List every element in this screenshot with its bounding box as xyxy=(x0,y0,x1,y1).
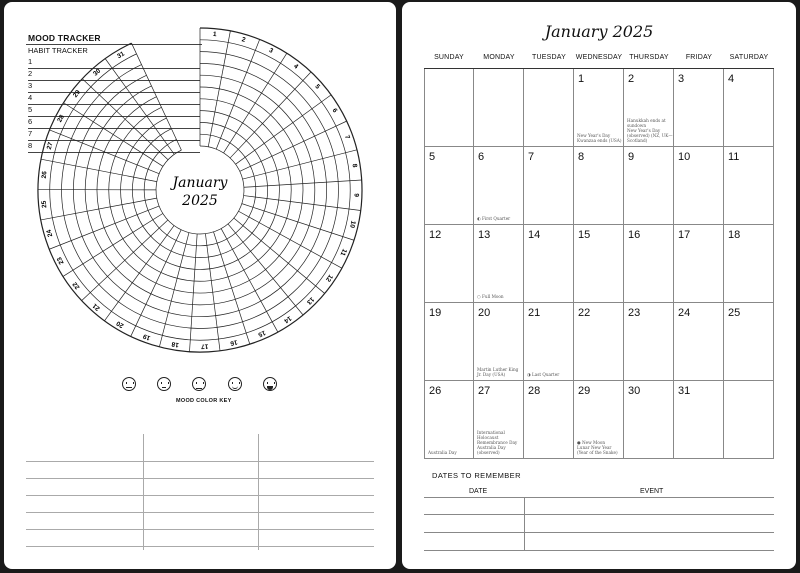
wheel-day-label: 30 xyxy=(92,67,103,78)
habit-row-2[interactable]: 2 xyxy=(28,68,200,81)
day-notes: ◐ First Quarter xyxy=(477,216,511,221)
wheel-day-label: 6 xyxy=(330,107,339,114)
calendar-day-cell[interactable] xyxy=(624,69,674,147)
wheel-day-label: 1 xyxy=(212,30,217,39)
habit-row-8[interactable]: 8 xyxy=(28,140,200,153)
wheel-divider xyxy=(63,103,162,167)
wheel-day-label: 4 xyxy=(292,62,300,71)
weekday-saturday: SATURDAY xyxy=(729,54,769,61)
wheel-divider xyxy=(221,229,278,332)
neutral-face-icon[interactable] xyxy=(192,377,206,391)
weekday-sunday: SUNDAY xyxy=(434,54,464,61)
wheel-divider xyxy=(244,196,361,211)
wheel-divider xyxy=(104,226,174,321)
day-number: 28 xyxy=(528,385,541,397)
wheel-divider xyxy=(131,230,181,337)
wheel-day-label: 7 xyxy=(343,134,351,141)
day-number: 26 xyxy=(429,385,442,397)
wheel-day-label: 10 xyxy=(348,219,357,229)
calendar-day-cell[interactable] xyxy=(624,147,674,225)
wheel-divider xyxy=(159,233,189,347)
weekday-monday: MONDAY xyxy=(483,54,515,61)
wheel-day-label: 29 xyxy=(71,88,82,99)
habit-row-1[interactable]: 1 xyxy=(28,56,200,69)
dates-row-line xyxy=(424,497,774,498)
wheel-divider xyxy=(224,53,287,153)
calendar-day-cell[interactable] xyxy=(674,147,724,225)
calendar-day-cell[interactable] xyxy=(574,381,624,459)
day-number: 31 xyxy=(678,385,691,397)
dates-column-divider xyxy=(524,497,525,551)
dates-row-line[interactable] xyxy=(424,514,774,515)
day-number: 9 xyxy=(628,151,635,163)
weekday-friday: FRIDAY xyxy=(685,54,713,61)
habit-tracker-title: HABIT TRACKER xyxy=(28,46,88,55)
day-notes: Hanukkah ends at sundown New Year's Day (observed) (NZ, UK—Scotland) xyxy=(627,118,673,143)
day-number: 21 xyxy=(528,307,541,319)
calendar-day-cell[interactable] xyxy=(624,381,674,459)
day-number: 20 xyxy=(478,307,491,319)
calendar-day-cell[interactable] xyxy=(574,303,624,381)
day-number: 6 xyxy=(478,151,485,163)
calendar-day-cell[interactable] xyxy=(624,303,674,381)
wheel-divider xyxy=(234,218,325,293)
calendar-day-cell[interactable] xyxy=(424,69,474,147)
calendar-day-cell[interactable] xyxy=(424,381,474,459)
wheel-day-label: 14 xyxy=(282,314,293,325)
mood-habit-wheel xyxy=(4,2,396,374)
calendar-day-cell[interactable] xyxy=(524,147,574,225)
wheel-divider xyxy=(49,206,159,249)
wheel-divider xyxy=(50,130,160,174)
calendar-day-cell[interactable] xyxy=(724,381,774,459)
wheel-divider xyxy=(240,121,347,171)
wheel-divider xyxy=(243,150,357,179)
calendar-day-cell[interactable] xyxy=(424,147,474,225)
calendar-day-cell[interactable] xyxy=(474,225,524,303)
calendar-day-cell[interactable] xyxy=(524,69,574,147)
wheel-divider xyxy=(205,234,220,351)
wheel-day-label: 24 xyxy=(45,228,55,238)
wheel-divider xyxy=(105,59,174,155)
day-notes: New Year's Day Kwanzaa ends (USA) xyxy=(577,133,622,143)
day-number: 2 xyxy=(628,73,635,85)
wheel-day-label: 23 xyxy=(55,255,66,266)
wheel-day-label: 22 xyxy=(71,280,82,291)
day-notes: ● New Moon Lunar New Year (Year of the Snake) xyxy=(577,440,618,455)
day-number: 4 xyxy=(728,73,735,85)
left-page-tracker xyxy=(4,2,396,569)
wheel-day-label: 18 xyxy=(171,340,180,349)
right-page-calendar xyxy=(402,2,796,569)
wheel-divider xyxy=(216,39,259,149)
wheel-divider xyxy=(132,43,182,150)
day-number: 1 xyxy=(578,73,585,85)
day-number: 24 xyxy=(678,307,691,319)
wheel-day-label: 13 xyxy=(305,295,316,306)
calendar-day-cell[interactable] xyxy=(524,225,574,303)
very-sad-face-icon[interactable] xyxy=(122,377,136,391)
wheel-day-label: 21 xyxy=(91,301,102,312)
calendar-day-cell[interactable] xyxy=(624,225,674,303)
wheel-day-label: 3 xyxy=(267,46,275,55)
day-number: 17 xyxy=(678,229,691,241)
calendar-day-cell[interactable] xyxy=(574,69,624,147)
calendar-day-cell[interactable] xyxy=(474,147,524,225)
wheel-day-label: 15 xyxy=(257,328,267,339)
day-number: 7 xyxy=(528,151,535,163)
wheel-day-label: 27 xyxy=(45,141,55,151)
calendar-day-cell[interactable] xyxy=(474,303,524,381)
sad-face-icon[interactable] xyxy=(157,377,171,391)
day-number: 18 xyxy=(728,229,741,241)
day-number: 23 xyxy=(628,307,641,319)
event-column-header: EVENT xyxy=(640,488,664,495)
wheel-divider xyxy=(41,198,157,220)
wheel-day-label: 28 xyxy=(56,113,66,124)
wheel-day-label: 19 xyxy=(142,332,152,342)
day-number: 3 xyxy=(678,73,685,85)
date-column-header: DATE xyxy=(469,488,488,495)
calendar-day-cell[interactable] xyxy=(524,381,574,459)
habit-row-4[interactable]: 4 xyxy=(28,92,200,105)
calendar-title: January 2025 xyxy=(544,22,654,41)
wheel-day-label: 31 xyxy=(116,50,126,61)
wheel-day-label: 17 xyxy=(200,342,209,350)
day-number: 12 xyxy=(429,229,442,241)
calendar-day-cell[interactable] xyxy=(724,303,774,381)
calendar-day-cell[interactable] xyxy=(674,225,724,303)
weekday-tuesday: TUESDAY xyxy=(532,54,566,61)
day-number: 29 xyxy=(578,385,591,397)
calendar-day-cell[interactable] xyxy=(574,147,624,225)
habit-row-5[interactable]: 5 xyxy=(28,104,200,117)
wheel-day-label: 20 xyxy=(115,319,126,330)
day-notes: Martin Luther King Jr. Day (USA) xyxy=(477,367,519,377)
notes-table[interactable] xyxy=(26,434,374,550)
calendar-day-cell[interactable] xyxy=(574,225,624,303)
wheel-day-label: 25 xyxy=(40,200,49,209)
wheel-day-label: 9 xyxy=(352,193,360,197)
happy-face-icon[interactable] xyxy=(263,377,277,391)
day-number: 10 xyxy=(678,151,691,163)
calendar-day-cell[interactable] xyxy=(724,147,774,225)
wheel-divider xyxy=(41,159,157,181)
day-number: 27 xyxy=(478,385,491,397)
habit-row-6[interactable]: 6 xyxy=(28,116,200,129)
calendar-day-cell[interactable] xyxy=(524,303,574,381)
dates-to-remember-title: DATES TO REMEMBER xyxy=(432,471,521,480)
dates-row-line[interactable] xyxy=(424,550,774,551)
day-notes: Australia Day xyxy=(428,450,457,455)
dates-row-line[interactable] xyxy=(424,532,774,533)
calendar-day-cell[interactable] xyxy=(724,225,774,303)
day-notes: ○ Full Moon xyxy=(477,294,504,299)
day-notes: International Holocaust Remembrance Day Australia Day (observed) xyxy=(477,430,518,455)
calendar-day-cell[interactable] xyxy=(674,381,724,459)
wheel-day-label: 26 xyxy=(40,170,49,179)
habit-row-7[interactable]: 7 xyxy=(28,128,200,141)
wheel-day-label: 11 xyxy=(338,247,348,257)
wheel-day-label: 8 xyxy=(350,163,358,169)
wheel-month-label: January xyxy=(172,175,228,191)
day-number: 22 xyxy=(578,307,591,319)
wheel-day-label: 2 xyxy=(240,36,247,44)
calendar-day-cell[interactable] xyxy=(424,303,474,381)
weekday-header-row xyxy=(424,54,774,66)
mood-color-key-label: MOOD COLOR KEY xyxy=(176,398,232,404)
day-number: 16 xyxy=(628,229,641,241)
wheel-year-label: 2025 xyxy=(182,193,218,209)
calendar-grid xyxy=(424,68,774,461)
calendar-day-cell[interactable] xyxy=(674,69,724,147)
mood-tracker-title: MOOD TRACKER xyxy=(28,33,101,43)
content-face-icon[interactable] xyxy=(228,377,242,391)
weekday-wednesday: WEDNESDAY xyxy=(575,54,623,61)
calendar-day-cell[interactable] xyxy=(424,225,474,303)
day-number: 19 xyxy=(429,307,442,319)
day-number: 8 xyxy=(578,151,585,163)
habit-row-3[interactable]: 3 xyxy=(28,80,200,93)
weekday-thursday: THURSDAY xyxy=(629,54,669,61)
day-number: 25 xyxy=(728,307,741,319)
wheel-divider xyxy=(239,211,342,268)
calendar-day-cell[interactable] xyxy=(474,69,524,147)
wheel-divider xyxy=(208,31,230,147)
wheel-day-label: 16 xyxy=(229,338,239,347)
day-number: 14 xyxy=(528,229,541,241)
wheel-day-label: 5 xyxy=(313,83,321,91)
day-notes: ◑ Last Quarter xyxy=(527,372,560,377)
calendar-day-cell[interactable] xyxy=(674,303,724,381)
wheel-day-label: 12 xyxy=(324,272,334,283)
calendar-day-cell[interactable] xyxy=(474,381,524,459)
day-number: 5 xyxy=(429,151,436,163)
day-number: 11 xyxy=(728,151,740,163)
day-number: 13 xyxy=(478,229,491,241)
calendar-day-cell[interactable] xyxy=(724,69,774,147)
wheel-divider xyxy=(228,224,303,315)
day-number: 15 xyxy=(578,229,591,241)
day-number: 30 xyxy=(628,385,641,397)
